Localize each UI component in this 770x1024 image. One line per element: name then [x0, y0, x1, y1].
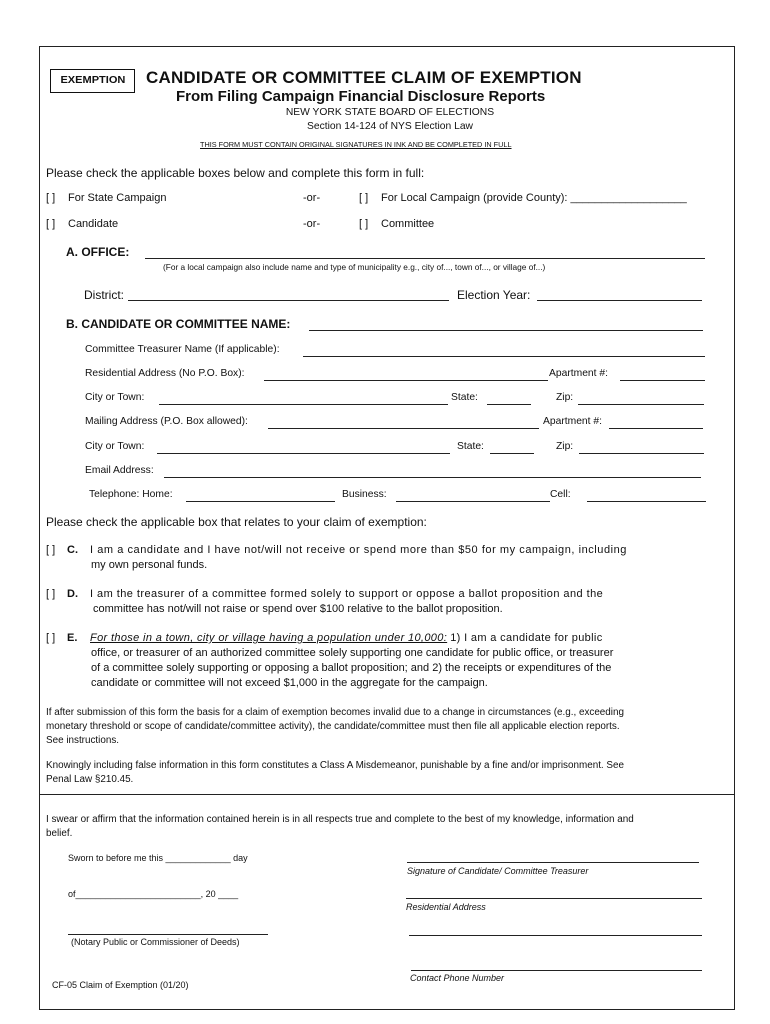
claim-intro-text: Please check the applicable box that relates to your claim of exemption:: [46, 515, 427, 529]
local-campaign-checkbox[interactable]: [ ]: [359, 192, 369, 204]
city-field[interactable]: [157, 453, 450, 454]
city-field[interactable]: [159, 404, 448, 405]
election-year-label: Election Year:: [457, 288, 531, 302]
invalidation-note: monetary threshold or scope of candidate/committee activity), the candidate/committee must then file all applicable election reports.: [46, 721, 620, 732]
treasurer-name-label: Committee Treasurer Name (If applicable):: [85, 344, 280, 355]
apartment-field[interactable]: [620, 380, 705, 381]
local-campaign-label[interactable]: For Local Campaign (provide County): ___________________: [381, 192, 687, 204]
state-campaign-label: For State Campaign: [68, 192, 167, 204]
residential-address-signature-label: Residential Address: [406, 902, 486, 912]
form-subtitle: From Filing Campaign Financial Disclosure Reports: [176, 88, 546, 105]
claim-e-text: of a committee solely supporting or opposing a ballot proposition; and 2) the receipts or expenditures of the: [91, 662, 612, 674]
claim-d-text: I am the treasurer of a committee formed solely to support or oppose a ballot proposition and the: [90, 588, 604, 600]
intro-text: Please check the applicable boxes below and complete this form in full:: [46, 166, 425, 180]
committee-checkbox[interactable]: [ ]: [359, 218, 369, 230]
apartment-label: Apartment #:: [543, 416, 602, 427]
claim-e-text: office, or treasurer of an authorized committee solely supporting one candidate for public office, or treasurer: [91, 647, 614, 659]
city-label: City or Town:: [85, 392, 145, 403]
business-phone-label: Business:: [342, 489, 387, 500]
cell-phone-field[interactable]: [587, 501, 706, 502]
candidate-checkbox[interactable]: [ ]: [46, 218, 56, 230]
sworn-month-year-line[interactable]: of_________________________, 20 ____: [68, 889, 239, 899]
committee-label: Committee: [381, 218, 435, 230]
business-phone-field[interactable]: [396, 501, 550, 502]
claim-e-text: 1) I am a candidate for public: [450, 632, 603, 644]
district-field[interactable]: [128, 300, 449, 301]
notary-signature-field[interactable]: [68, 934, 268, 935]
claim-d-letter: D.: [67, 588, 78, 600]
treasurer-name-field[interactable]: [303, 356, 705, 357]
or-separator: -or-: [303, 192, 321, 204]
claim-e-first-line: [90, 632, 603, 644]
claim-e-population-condition: For those in a town, city or village having a population under 10,000:: [90, 632, 448, 644]
cell-phone-label: Cell:: [550, 489, 571, 500]
office-label: A. OFFICE:: [66, 245, 130, 259]
claim-e-checkbox[interactable]: [ ]: [46, 632, 56, 644]
state-field[interactable]: [487, 404, 531, 405]
email-label: Email Address:: [85, 465, 154, 476]
apartment-label: Apartment #:: [549, 368, 608, 379]
exemption-badge: EXEMPTION: [50, 69, 135, 93]
home-phone-field[interactable]: [186, 501, 335, 502]
city-label: City or Town:: [85, 441, 145, 452]
statute-reference: Section 14-124 of NYS Election Law: [307, 121, 473, 132]
contact-phone-label: Contact Phone Number: [410, 973, 505, 983]
penalty-note: Knowingly including false information in this form constitutes a Class A Misdemeanor, punishable by a fine and/or imprisonment. See: [46, 760, 624, 771]
penalty-note: Penal Law §210.45.: [46, 774, 134, 785]
candidate-committee-name-label: B. CANDIDATE OR COMMITTEE NAME:: [66, 317, 291, 331]
zip-field[interactable]: [578, 404, 704, 405]
signature-field[interactable]: [407, 862, 699, 863]
oath-text: I swear or affirm that the information contained herein is in all respects true and complete to the best of my knowledge, information and: [46, 814, 634, 825]
extra-address-field[interactable]: [409, 935, 702, 936]
apartment-field[interactable]: [609, 428, 703, 429]
claim-c-text: I am a candidate and I have not/will not receive or spend more than $50 for my campaign, including: [90, 544, 627, 556]
invalidation-note: See instructions.: [46, 735, 120, 746]
state-label: State:: [451, 392, 478, 403]
claim-d-text: committee has not/will not raise or spend over $100 relative to the ballot proposition.: [93, 603, 503, 615]
district-label: District:: [84, 288, 124, 302]
section-divider: [39, 794, 735, 795]
signature-notice: THIS FORM MUST CONTAIN ORIGINAL SIGNATURES IN INK AND BE COMPLETED IN FULL: [200, 140, 512, 149]
sworn-date-line[interactable]: Sworn to before me this _____________ day: [68, 853, 248, 863]
form-id: CF-05 Claim of Exemption (01/20): [52, 980, 189, 990]
residential-address-label: Residential Address (No P.O. Box):: [85, 368, 245, 379]
notary-label: (Notary Public or Commissioner of Deeds): [71, 937, 240, 947]
claim-e-letter: E.: [67, 632, 78, 644]
state-field[interactable]: [490, 453, 534, 454]
state-campaign-checkbox[interactable]: [ ]: [46, 192, 56, 204]
telephone-home-label: Telephone: Home:: [89, 489, 173, 500]
mailing-address-label: Mailing Address (P.O. Box allowed):: [85, 416, 248, 427]
zip-label: Zip:: [556, 392, 574, 403]
oath-text: belief.: [46, 828, 73, 839]
contact-phone-field[interactable]: [411, 970, 702, 971]
claim-e-text: candidate or committee will not exceed $1,000 in the aggregate for the campaign.: [91, 677, 488, 689]
claim-c-text: my own personal funds.: [91, 559, 208, 571]
candidate-committee-name-field[interactable]: [309, 330, 703, 331]
zip-field[interactable]: [579, 453, 704, 454]
residential-address-field[interactable]: [264, 380, 548, 381]
claim-d-checkbox[interactable]: [ ]: [46, 588, 56, 600]
invalidation-note: If after submission of this form the basis for a claim of exemption becomes invalid due to a change in circumstances (e.g., exceeding: [46, 707, 624, 718]
election-year-field[interactable]: [537, 300, 702, 301]
zip-label: Zip:: [556, 441, 574, 452]
candidate-label: Candidate: [68, 218, 119, 230]
agency-name: NEW YORK STATE BOARD OF ELECTIONS: [285, 107, 495, 118]
email-field[interactable]: [164, 477, 701, 478]
mailing-address-field[interactable]: [268, 428, 539, 429]
office-hint: (For a local campaign also include name and type of municipality e.g., city of..., town of..., or village of...): [163, 262, 546, 272]
claim-c-checkbox[interactable]: [ ]: [46, 544, 56, 556]
signature-label: Signature of Candidate/ Committee Treasurer: [407, 866, 589, 876]
residential-address-signature-field[interactable]: [406, 898, 702, 899]
form-title: CANDIDATE OR COMMITTEE CLAIM OF EXEMPTION: [146, 68, 582, 87]
or-separator: -or-: [303, 218, 321, 230]
claim-c-letter: C.: [67, 544, 78, 556]
office-field[interactable]: [145, 258, 705, 259]
state-label: State:: [457, 441, 484, 452]
